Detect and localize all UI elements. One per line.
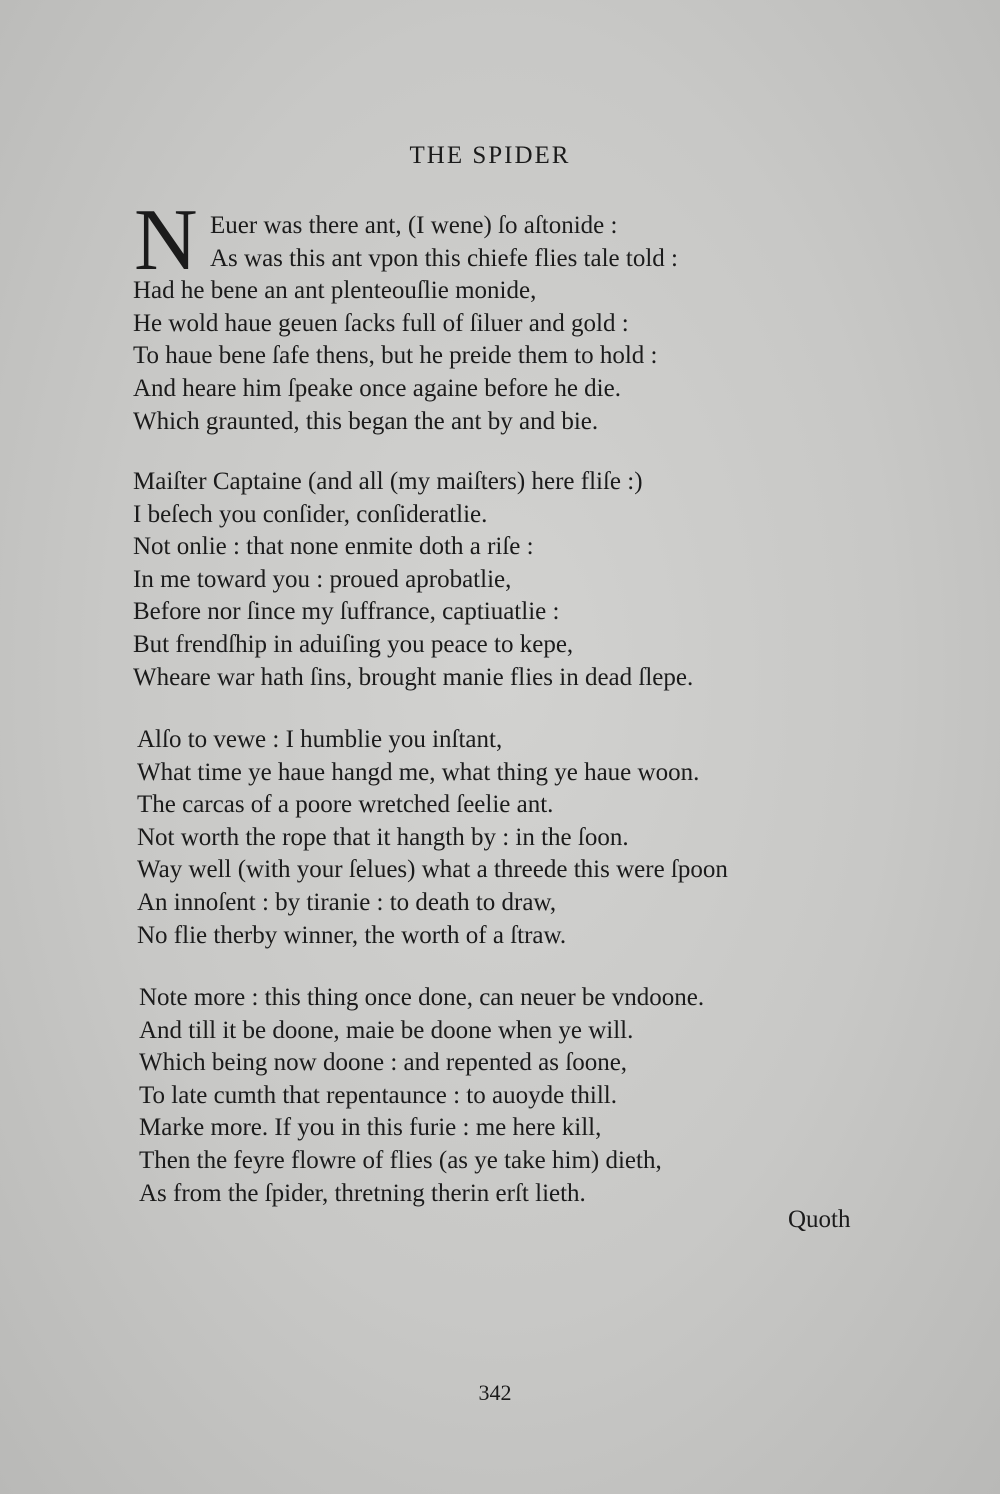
verse-line: I beſech you conſider, conſideratlie. — [133, 500, 488, 528]
verse-line: Marke more. If you in this furie : me here kill, — [139, 1114, 602, 1142]
verse-line: Note more : this thing once done, can neuer be vndoone. — [139, 984, 705, 1011]
verse-line: Alſo to vewe : I humblie you inſtant, — [137, 726, 503, 753]
verse-line: Way well (with your ſelues) what a threede this were ſpoon — [137, 856, 728, 884]
verse-line: But frendſhip in aduiſing you peace to kepe, — [133, 630, 574, 658]
verse-line: To haue bene ſafe thens, but he preide them to hold : — [133, 342, 658, 370]
verse-line: Euer was there ant, (I wene) ſo aſtonide : — [210, 212, 618, 239]
verse-line: In me toward you : proued aprobatlie, — [133, 565, 512, 593]
stanza-3 — [137, 724, 728, 952]
poem-title: THE SPIDER — [409, 142, 571, 169]
stanza-2 — [133, 466, 693, 694]
verse-line: Then the feyre flowre of flies (as ye take him) dieth, — [139, 1146, 662, 1174]
verse-line: Maiſter Captaine (and all (my maiſters) here fliſe :) — [133, 468, 643, 495]
verse-line: Which being now doone : and repented as ſoone, — [139, 1049, 628, 1077]
catchword: Quoth — [788, 1206, 851, 1233]
verse-line: An innoſent : by tiranie : to death to draw, — [137, 888, 557, 916]
drop-cap: N — [134, 192, 198, 289]
verse-line: Which graunted, this began the ant by and bie. — [133, 407, 599, 435]
verse-line: And heare him ſpeake once againe before he die. — [133, 374, 621, 402]
stanza-1 — [133, 210, 678, 438]
verse-line: As was this ant vpon this chiefe flies tale told : — [210, 244, 678, 272]
verse-line: The carcas of a poore wretched ſeelie ant. — [137, 791, 554, 819]
verse-line: Not worth the rope that it hangth by : in the ſoon. — [137, 823, 629, 851]
verse-line: What time ye haue hangd me, what thing ye haue woon. — [137, 758, 700, 786]
page-number: 342 — [478, 1380, 512, 1405]
stanza-4 — [139, 982, 704, 1210]
verse-line: Had he bene an ant plenteouſlie monide, — [133, 277, 537, 305]
verse-line: Wheare war hath ſins, brought manie flies in dead ſlepe. — [133, 663, 694, 691]
verse-line: To late cumth that repentaunce : to auoyde thill. — [139, 1081, 617, 1109]
verse-line: Not onlie : that none enmite doth a riſe : — [133, 533, 534, 561]
verse-line: And till it be doone, maie be doone when ye will. — [139, 1016, 634, 1044]
verse-line: Before nor ſince my ſuffrance, captiuatlie : — [133, 598, 560, 626]
verse-line: As from the ſpider, thretning therin erſt lieth. — [139, 1179, 586, 1207]
verse-line: No flie therby winner, the worth of a ſtraw. — [137, 921, 567, 949]
verse-line: He wold haue geuen ſacks full of ſiluer and gold : — [133, 309, 629, 337]
